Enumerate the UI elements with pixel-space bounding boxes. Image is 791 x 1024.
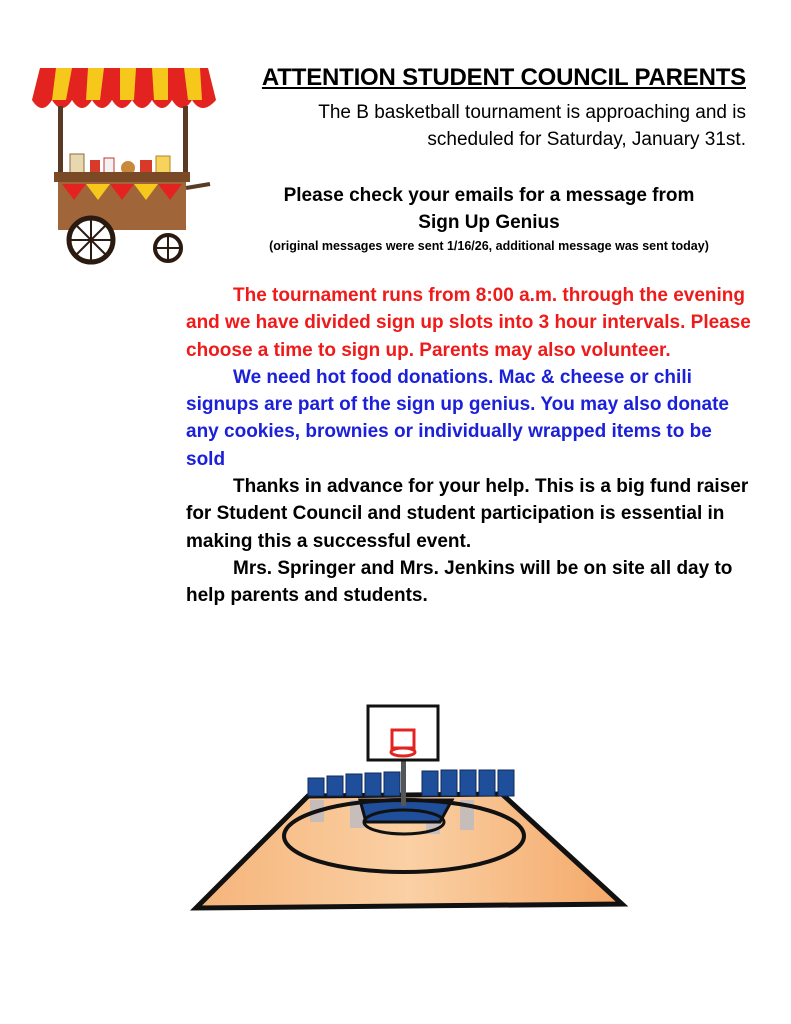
page-title: ATTENTION STUDENT COUNCIL PARENTS <box>261 64 746 91</box>
intro-text <box>240 99 746 153</box>
paragraph-schedule: The tournament runs from 8:00 a.m. through the evening and we have divided sign up slots into 3 hour intervals. Please choose a time to sign up. Parents may also volunteer. <box>186 285 751 361</box>
email-line-1: Please check your emails for a message from <box>283 185 695 206</box>
food-items <box>70 154 170 175</box>
food-cart-illustration <box>28 60 218 270</box>
backboard <box>368 706 438 760</box>
paragraph-thanks: Thanks in advance for your help. This is a big fund raiser for Student Council and student participation is essential in making this a successful event. <box>186 476 749 552</box>
paragraph-food: We need hot food donations. Mac & cheese or chili signups are part of the sign up genius. You may also donate any cookies, brownies or individually wrapped items to be sold <box>186 366 729 470</box>
basketball-court-illustration <box>190 704 630 914</box>
flyer-body <box>186 282 756 610</box>
bleacher-seats <box>308 770 514 796</box>
email-note: (original messages were sent 1/16/26, additional message was sent today) <box>269 239 709 253</box>
awning <box>32 68 216 108</box>
email-line-2: Sign Up Genius <box>418 212 560 233</box>
intro-line-2: scheduled for Saturday, January 31st. <box>427 129 746 150</box>
wheel-large <box>69 218 113 262</box>
intro-line-1: The B basketball tournament is approaching and is <box>318 102 746 123</box>
email-notice <box>236 182 742 256</box>
paragraph-staff: Mrs. Springer and Mrs. Jenkins will be on site all day to help parents and students. <box>186 557 733 607</box>
wheel-small <box>155 235 181 261</box>
